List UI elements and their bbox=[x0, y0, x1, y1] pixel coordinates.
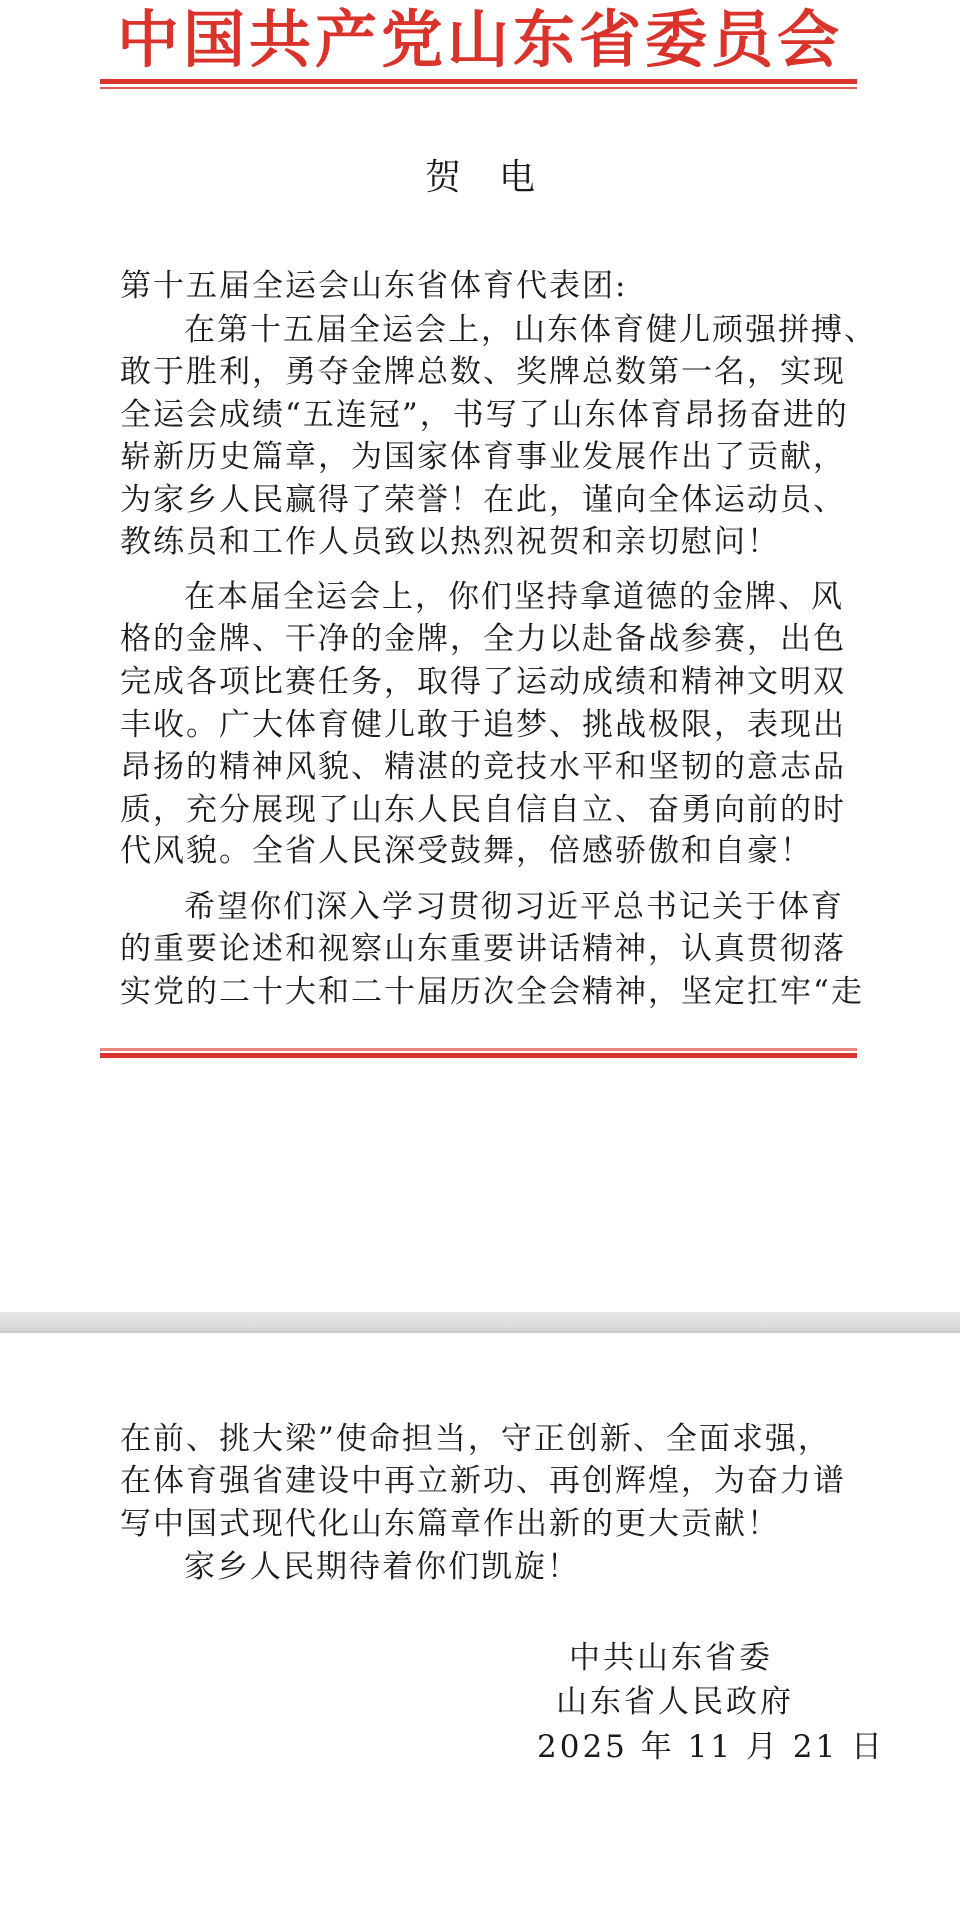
letterhead-rule-thick bbox=[100, 79, 857, 84]
body-line: 质，充分展现了山东人民自信自立、奋勇向前的时 bbox=[120, 792, 846, 828]
body-line: 格的金牌、干净的金牌，全力以赴备战参赛，出色 bbox=[120, 621, 846, 657]
body-line: 昂扬的精神风貌、精湛的竞技水平和坚韧的意志品 bbox=[120, 749, 846, 785]
body-line: 敢于胜利，勇夺金牌总数、奖牌总数第一名，实现 bbox=[120, 354, 846, 390]
body-line: 丰收。广大体育健儿敢于追梦、挑战极限，表现出 bbox=[120, 707, 846, 743]
body-line: 全运会成绩“五连冠”，书写了山东体育昂扬奋进的 bbox=[120, 397, 849, 433]
body-line: 教练员和工作人员致以热烈祝贺和亲切慰问！ bbox=[120, 524, 780, 560]
salutation: 第十五届全运会山东省体育代表团: bbox=[120, 268, 628, 304]
letterhead-title: 中国共产党山东省委员会 bbox=[116, 3, 843, 76]
signature-date: 2025 年 11 月 21 日 bbox=[537, 1729, 886, 1765]
body-line: 在第十五届全运会上，山东体育健儿顽强拼搏、 bbox=[184, 312, 877, 348]
body-line: 完成各项比赛任务，取得了运动成绩和精神文明双 bbox=[120, 664, 846, 700]
signature-org-1: 中共山东省委 bbox=[569, 1640, 773, 1676]
footer-rule-thick bbox=[100, 1053, 857, 1058]
body-line: 崭新历史篇章，为国家体育事业发展作出了贡献， bbox=[120, 439, 846, 475]
body-line: 的重要论述和视察山东重要讲话精神，认真贯彻落 bbox=[120, 931, 846, 967]
body-line: 在体育强省建设中再立新功、再创辉煌，为奋力谱 bbox=[120, 1463, 846, 1499]
footer-rule-thin bbox=[100, 1048, 857, 1051]
document-title: 贺电 bbox=[424, 157, 573, 198]
body-line: 在本届全运会上，你们坚持拿道德的金牌、风 bbox=[184, 579, 844, 615]
signature-org-2: 山东省人民政府 bbox=[556, 1684, 794, 1720]
letterhead-rule-thin bbox=[100, 87, 857, 89]
body-line: 希望你们深入学习贯彻习近平总书记关于体育 bbox=[184, 889, 844, 925]
page-separator bbox=[0, 1312, 960, 1333]
body-line: 写中国式现代化山东篇章作出新的更大贡献！ bbox=[120, 1506, 780, 1542]
body-line: 在前、挑大梁”使命担当，守正创新、全面求强， bbox=[120, 1421, 831, 1457]
body-line: 为家乡人民赢得了荣誉！在此，谨向全体运动员、 bbox=[120, 482, 846, 518]
body-line: 家乡人民期待着你们凯旋！ bbox=[184, 1549, 580, 1585]
body-line: 代风貌。全省人民深受鼓舞，倍感骄傲和自豪！ bbox=[120, 833, 813, 869]
body-line: 实党的二十大和二十届历次全会精神，坚定扛牢“走 bbox=[120, 974, 864, 1010]
